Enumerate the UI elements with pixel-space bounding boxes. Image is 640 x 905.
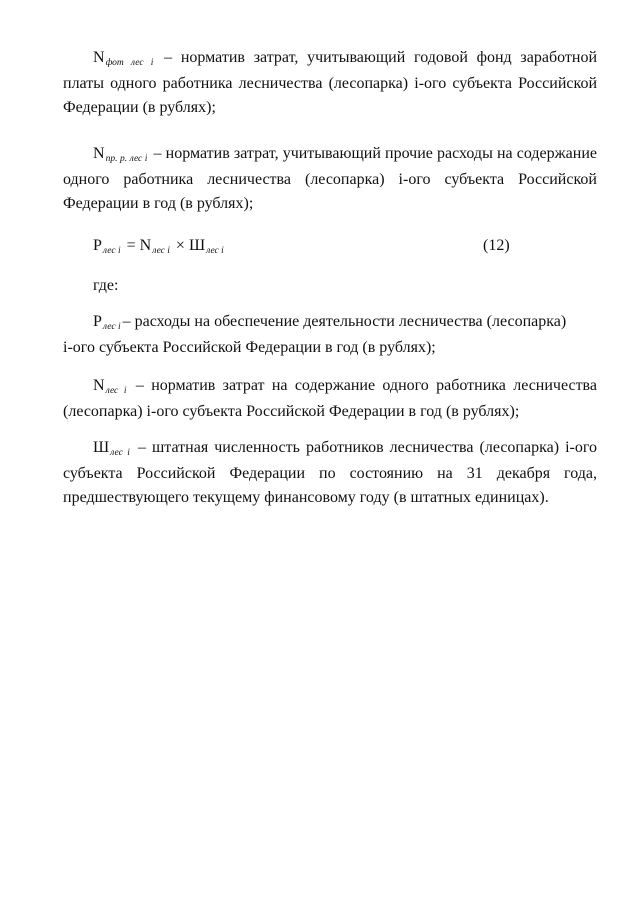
formula-12 bbox=[93, 234, 597, 260]
subscript: лес i bbox=[105, 386, 127, 396]
symbol-n: N bbox=[139, 237, 152, 254]
definition-sh bbox=[63, 436, 597, 510]
where-label: где: bbox=[93, 277, 119, 294]
subscript: лес i bbox=[110, 448, 130, 458]
symbol-sh: Ш bbox=[188, 237, 206, 254]
subscript: лес i bbox=[206, 246, 224, 256]
symbol-n: N bbox=[93, 377, 105, 394]
symbol-sh: Ш bbox=[93, 439, 110, 456]
definition-n-les bbox=[63, 374, 597, 424]
definition-text: – штатная численность работников лесничества (лесопарка) i-ого bbox=[137, 439, 598, 456]
equals-sign: = bbox=[126, 237, 136, 254]
definition-text: – норматив затрат, учитывающий годовой фонд заработной платы одного работника лесничества (лесопарка) i-ого субъекта Российской Федерации (в рублях); bbox=[63, 49, 598, 116]
definition-sh-line3: предшествующего текущему финансовому году (в штатных единицах). bbox=[63, 489, 549, 506]
definition-p-line2: i-ого субъекта Российской Федерации в год (в рублях); bbox=[63, 339, 436, 356]
definition-n-pr bbox=[63, 142, 597, 216]
symbol-n: N bbox=[93, 145, 105, 162]
definition-p bbox=[63, 310, 597, 360]
definition-text: – расходы на обеспечение деятельности лесничества (лесопарка) bbox=[122, 313, 567, 330]
definition-p-line1 bbox=[63, 310, 597, 336]
subscript: пр. р. лес i bbox=[105, 154, 148, 164]
subscript: лес i bbox=[152, 246, 170, 256]
subscript: лес i bbox=[102, 246, 121, 256]
definition-sh-line1 bbox=[63, 436, 597, 462]
symbol-p: Р bbox=[93, 237, 102, 254]
subscript: лес i bbox=[102, 322, 121, 332]
definition-text: – норматив затрат, учитывающий прочие расходы на содержание одного работника лесничества (лесопарка) i-ого субъекта Российской Федерации в год (в рублях); bbox=[63, 145, 597, 212]
definition-sh-line2: субъекта Российской Федерации по состоянию на 31 декабря года, bbox=[63, 465, 597, 482]
definition-n-fot bbox=[63, 46, 597, 120]
symbol-p: Р bbox=[93, 313, 102, 330]
formula-number: (12) bbox=[483, 237, 510, 254]
times-sign: × bbox=[175, 237, 185, 254]
subscript: фот лес i bbox=[105, 58, 154, 68]
definition-text: – норматив затрат на содержание одного работника лесничества (лесопарка) i-ого субъекта Российской Федерации в год (в рублях); bbox=[63, 377, 597, 420]
symbol-n: N bbox=[93, 49, 105, 66]
